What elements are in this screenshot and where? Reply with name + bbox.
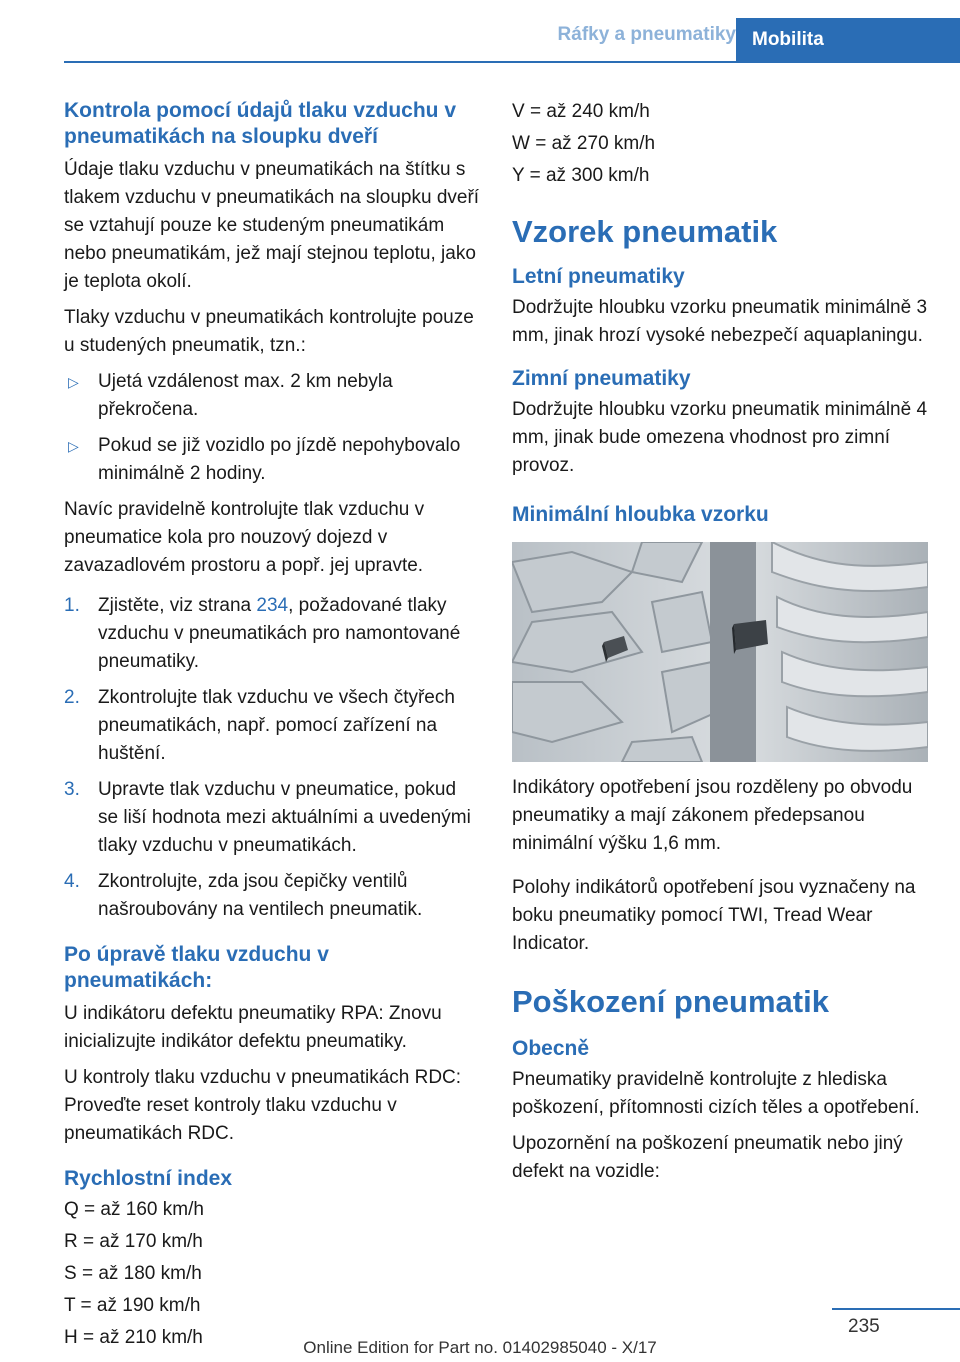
list-item: ▷ Ujetá vzdálenost max. 2 km nebyla překročena. bbox=[64, 368, 480, 424]
footer-rule bbox=[832, 1308, 960, 1310]
paragraph: Pneumatiky pravidelně kontrolujte z hlediska poškození, přítomnosti cizích těles a opotřebení. bbox=[512, 1069, 920, 1118]
paragraph: U indikátoru defektu pneumatiky RPA: Znovu inicializujte indikátor defektu pneumatiky. bbox=[64, 1003, 442, 1052]
list-item: ▷ Pokud se již vozidlo po jízdě nepohybovalo minimálně 2 hodiny. bbox=[64, 432, 480, 488]
numbered-steps bbox=[64, 592, 480, 924]
paragraph: Polohy indikátorů opotřebení jsou vyznačeny na boku pneumatiky pomocí TWI, Tread Wear Indicator. bbox=[512, 877, 916, 954]
heading-winter-tires: Zimní pneumatiky bbox=[512, 367, 691, 390]
list-item: 3. Upravte tlak vzduchu v pneumatice, pokud se liší hodnota mezi aktuálními a uvedenými tlaky vzduchu v pneumatikách. bbox=[64, 779, 471, 856]
page-number: 235 bbox=[848, 1316, 880, 1337]
heading-tread: Vzorek pneumatik bbox=[512, 214, 778, 249]
paragraph: Tlaky vzduchu v pneumatikách kontrolujte pouze u studených pneumatik, tzn.: bbox=[64, 307, 474, 356]
edition-note: Online Edition for Part no. 01402985040 - X/17 bbox=[303, 1338, 657, 1357]
speed-row: H = až 210 km/h bbox=[64, 1327, 203, 1348]
paragraph: Indikátory opotřebení jsou rozděleny po obvodu pneumatiky a mají zákonem předepsanou minimální výšku 1,6 mm. bbox=[512, 777, 913, 854]
page-header bbox=[0, 0, 960, 62]
list-item: 4. Zkontrolujte, zda jsou čepičky ventilů našroubovány na ventilech pneumatik. bbox=[64, 871, 423, 920]
paragraph: Upozornění na poškození pneumatik nebo jiný defekt na vozidle: bbox=[512, 1133, 903, 1182]
page-link[interactable]: 234 bbox=[256, 595, 289, 616]
speed-list bbox=[64, 1196, 480, 1352]
heading-summer-tires: Letní pneumatiky bbox=[512, 265, 685, 288]
speed-row: Y = až 300 km/h bbox=[512, 165, 650, 186]
paragraph: U kontroly tlaku vzduchu v pneumatikách RDC: Proveďte reset kontroly tlaku vzduchu v pneumatikách RDC. bbox=[64, 1067, 462, 1144]
paragraph: Dodržujte hloubku vzorku pneumatik minimálně 4 mm, jinak bude omezena vhodnost pro zimní provoz. bbox=[512, 399, 928, 476]
right-column bbox=[512, 98, 928, 1186]
paragraph: Údaje tlaku vzduchu v pneumatikách na štítku s tlakem vzduchu v pneumatikách na sloupku dveří se vztahují pouze ke studeným pneumatikám nebo pneumatikám, jež mají stejnou teplotu, jako je teplota okolí. bbox=[64, 159, 480, 292]
speed-row: T = až 190 km/h bbox=[64, 1295, 201, 1316]
header-rule bbox=[64, 61, 960, 63]
triangle-bullet-icon: ▷ bbox=[68, 438, 79, 454]
list-item: 1. Zjistěte, viz strana 234, požadované tlaky vzduchu v pneumatikách pro namontované pneumatiky. bbox=[64, 595, 461, 672]
tire-tread-illustration bbox=[512, 542, 928, 762]
heading-after-adjust: Po úpravě tlaku vzduchu v pneumatikách: bbox=[64, 943, 329, 992]
speed-row: R = až 170 km/h bbox=[64, 1231, 203, 1252]
section-tab[interactable]: Ráfky a pneumatiky bbox=[557, 24, 736, 45]
speed-list bbox=[512, 98, 928, 190]
paragraph: Navíc pravidelně kontrolujte tlak vzduchu v pneumatice kola pro nouzový dojezd v zavazadlovém prostoru a popř. jej upravte. bbox=[64, 499, 425, 576]
heading-check-door-pillar: Kontrola pomocí údajů tlaku vzduchu v pneumatikách na sloupku dveří bbox=[64, 99, 457, 148]
heading-tire-damage: Poškození pneumatik bbox=[512, 984, 829, 1019]
triangle-bullet-icon: ▷ bbox=[68, 374, 79, 390]
speed-row: S = až 180 km/h bbox=[64, 1263, 202, 1284]
bullet-list bbox=[64, 368, 480, 488]
speed-row: Q = až 160 km/h bbox=[64, 1199, 204, 1220]
paragraph: Dodržujte hloubku vzorku pneumatik minimálně 3 mm, jinak hrozí vysoké nebezpečí aquaplaningu. bbox=[512, 297, 928, 346]
speed-row: V = až 240 km/h bbox=[512, 101, 650, 122]
chapter-tab[interactable]: Mobilita bbox=[736, 18, 960, 62]
list-item: 2. Zkontrolujte tlak vzduchu ve všech čtyřech pneumatikách, např. pomocí zařízení na huštění. bbox=[64, 687, 455, 764]
heading-general: Obecně bbox=[512, 1037, 590, 1060]
left-column bbox=[64, 98, 480, 1352]
speed-row: W = až 270 km/h bbox=[512, 133, 656, 154]
heading-speed-index: Rychlostní index bbox=[64, 1167, 233, 1190]
heading-min-tread-depth: Minimální hloubka vzorku bbox=[512, 503, 769, 526]
